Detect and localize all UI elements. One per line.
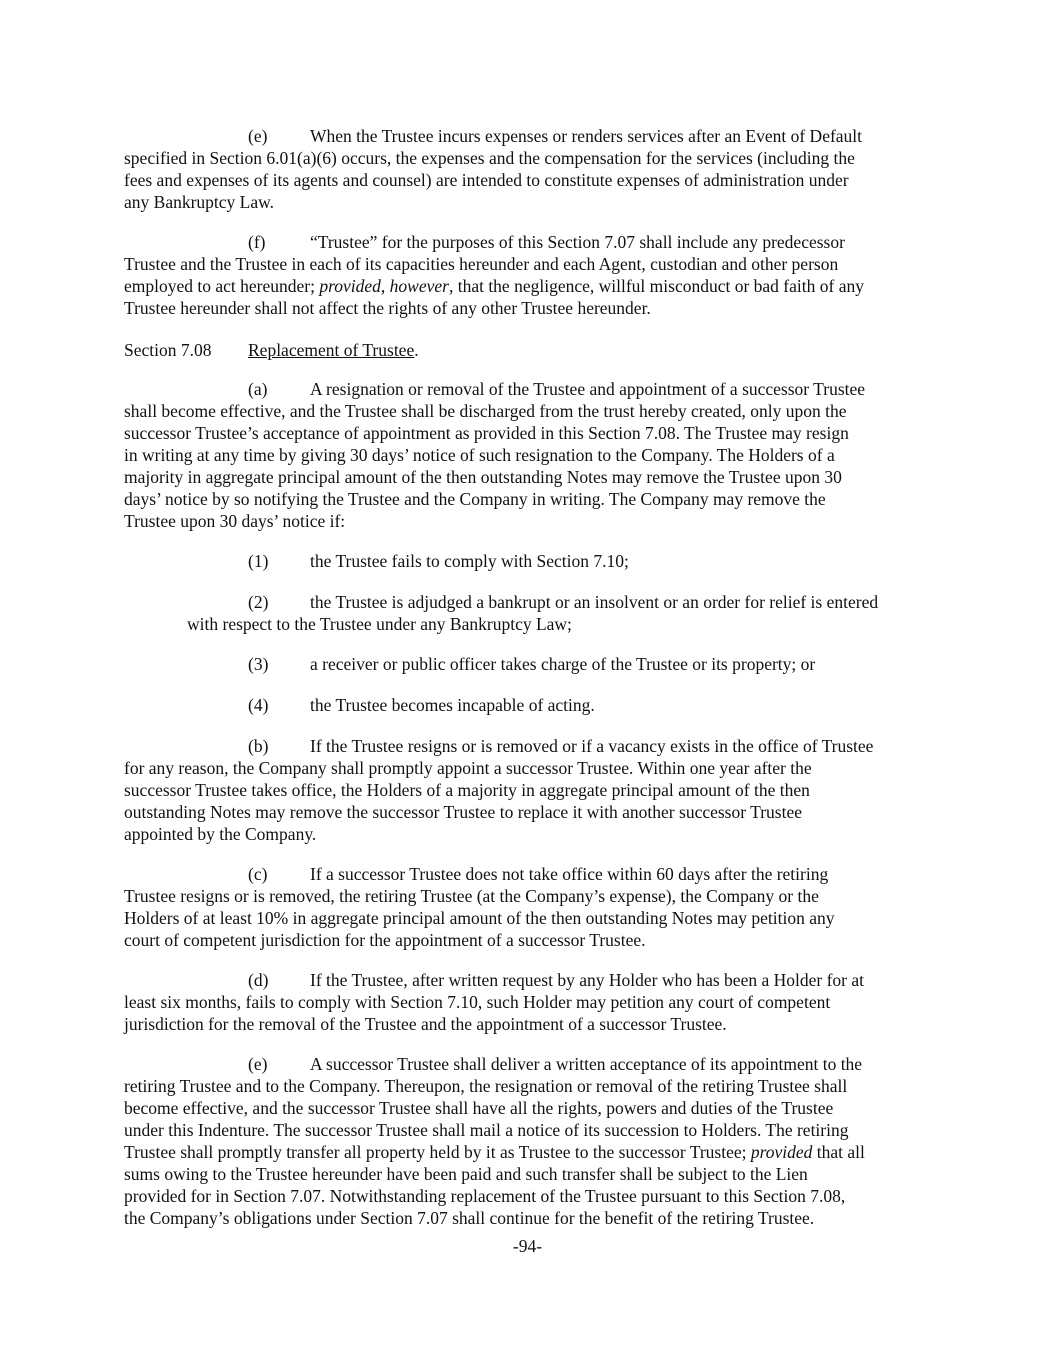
- paragraph-line: When the Trustee incurs expenses or renders services after an Event of Default: [310, 126, 863, 146]
- paragraph-line: shall become effective, and the Trustee shall be discharged from the trust hereby created, only upon the: [124, 401, 847, 421]
- paragraph-line: A successor Trustee shall deliver a written acceptance of its appointment to the: [310, 1054, 863, 1074]
- paragraph-line: under this Indenture. The successor Trustee shall mail a notice of its succession to Holders. The retiring: [124, 1120, 849, 1140]
- paragraph-line: If the Trustee resigns or is removed or if a vacancy exists in the office of Trustee: [310, 736, 874, 756]
- list-item-1: (1) the Trustee fails to comply with Section 7.10;: [248, 551, 629, 571]
- paragraph-line: any Bankruptcy Law.: [124, 192, 274, 212]
- paragraph-label: (e): [248, 126, 268, 146]
- paragraph-e-acceptance: [124, 1053, 936, 1229]
- paragraph-line: the Company’s obligations under Section 7.07 shall continue for the benefit of the retiring Trustee.: [124, 1208, 815, 1228]
- section-heading: Section 7.08 Replacement of Trustee.: [124, 340, 419, 360]
- paragraph-line: specified in Section 6.01(a)(6) occurs, the expenses and the compensation for the services (including the: [124, 148, 855, 168]
- section-number: Section 7.08: [124, 340, 212, 360]
- paragraph-line: If a successor Trustee does not take office within 60 days after the retiring: [310, 864, 829, 884]
- paragraph-line: least six months, fails to comply with Section 7.10, such Holder may petition any court of competent: [124, 992, 831, 1012]
- paragraph-line: “Trustee” for the purposes of this Section 7.07 shall include any predecessor: [310, 232, 845, 252]
- paragraph-line: outstanding Notes may remove the successor Trustee to replace it with another successor Trustee: [124, 802, 802, 822]
- paragraph-label: (a): [248, 379, 268, 399]
- paragraph-line: employed to act hereunder; provided, however, that the negligence, willful misconduct or bad faith of any: [124, 276, 864, 296]
- paragraph-line: become effective, and the successor Trustee shall have all the rights, powers and duties of the Trustee: [124, 1098, 834, 1118]
- paragraph-line: majority in aggregate principal amount of the then outstanding Notes may remove the Trustee upon 30: [124, 467, 842, 487]
- page-number: -94-: [512, 1236, 543, 1256]
- paragraph-a-resignation: [124, 378, 936, 532]
- paragraph-line: with respect to the Trustee under any Bankruptcy Law;: [187, 614, 572, 634]
- paragraph-line: days’ notice by so notifying the Trustee and the Company in writing. The Company may remove the: [124, 489, 826, 509]
- paragraph-line: provided for in Section 7.07. Notwithstanding replacement of the Trustee pursuant to this Section 7.08,: [124, 1186, 846, 1206]
- paragraph-b-vacancy: [124, 735, 936, 845]
- paragraph-line: A resignation or removal of the Trustee and appointment of a successor Trustee: [310, 379, 866, 399]
- list-item-4: (4) the Trustee becomes incapable of acting.: [248, 695, 595, 715]
- paragraph-label: (f): [248, 232, 266, 252]
- paragraph-line: Trustee hereunder shall not affect the rights of any other Trustee hereunder.: [124, 298, 651, 318]
- paragraph-line: for any reason, the Company shall promptly appoint a successor Trustee. Within one year after the: [124, 758, 812, 778]
- paragraph-line: sums owing to the Trustee hereunder have been paid and such transfer shall be subject to the Lien: [124, 1164, 808, 1184]
- list-item-3: (3) a receiver or public officer takes charge of the Trustee or its property; or: [248, 654, 816, 674]
- paragraph-line: jurisdiction for the removal of the Trustee and the appointment of a successor Trustee.: [124, 1014, 727, 1034]
- paragraph-line: successor Trustee’s acceptance of appointment as provided in this Section 7.08. The Trustee may resign: [124, 423, 849, 443]
- paragraph-line: Holders of at least 10% in aggregate principal amount of the then outstanding Notes may petition any: [124, 908, 835, 928]
- list-item-label: (4): [248, 695, 269, 715]
- paragraph-label: (e): [248, 1054, 268, 1074]
- paragraph-line: retiring Trustee and to the Company. Thereupon, the resignation or removal of the retiring Trustee shall: [124, 1076, 848, 1096]
- paragraph-d-holder-petition: [124, 969, 936, 1035]
- section-title: Replacement of Trustee: [248, 340, 415, 360]
- paragraph-line: Trustee resigns or is removed, the retiring Trustee (at the Company’s expense), the Company or the: [124, 886, 819, 906]
- list-item-2: (2) the Trustee is adjudged a bankrupt or an insolvent or an order for relief is entered with respect to the Trustee under any Bankruptcy Law;: [187, 591, 947, 635]
- paragraph-label: (b): [248, 736, 269, 756]
- list-item-label: (2): [248, 592, 269, 612]
- paragraph-c-successor-timing: [124, 863, 936, 951]
- paragraph-line: appointed by the Company.: [124, 824, 317, 844]
- paragraph-line: Trustee shall promptly transfer all property held by it as Trustee to the successor Trustee; provided that all: [124, 1142, 865, 1162]
- paragraph-line: If the Trustee, after written request by any Holder who has been a Holder for at: [310, 970, 864, 990]
- paragraph-line: Trustee and the Trustee in each of its capacities hereunder and each Agent, custodian and other person: [124, 254, 839, 274]
- paragraph-label: (c): [248, 864, 268, 884]
- list-item-label: (1): [248, 551, 269, 571]
- paragraph-f-trustee-definition: [124, 231, 936, 319]
- paragraph-label: (d): [248, 970, 269, 990]
- list-item-label: (3): [248, 654, 269, 674]
- paragraph-line: court of competent jurisdiction for the appointment of a successor Trustee.: [124, 930, 646, 950]
- paragraph-line: in writing at any time by giving 30 days’ notice of such resignation to the Company. The Holders of a: [124, 445, 835, 465]
- paragraph-e-expenses: [124, 125, 936, 213]
- paragraph-line: Trustee upon 30 days’ notice if:: [124, 511, 346, 531]
- paragraph-line: fees and expenses of its agents and counsel) are intended to constitute expenses of administration under: [124, 170, 849, 190]
- paragraph-line: successor Trustee takes office, the Holders of a majority in aggregate principal amount of the then: [124, 780, 810, 800]
